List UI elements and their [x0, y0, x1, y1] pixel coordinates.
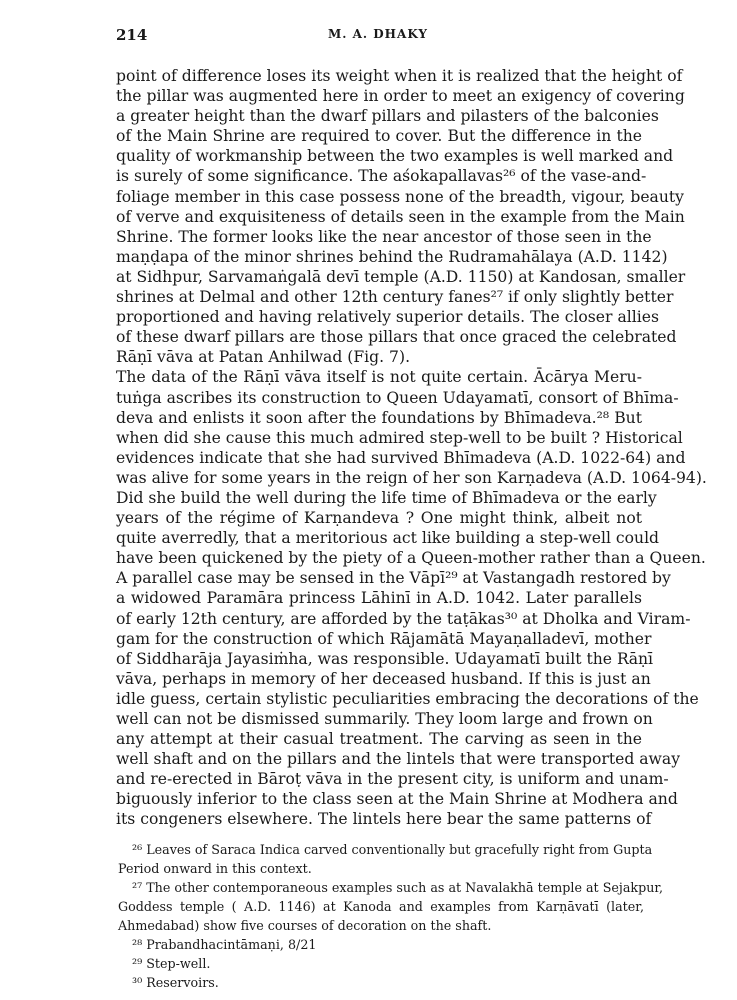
- body-line: well shaft and on the pillars and the lintels that were transported away: [116, 750, 681, 769]
- footnote-line: ²⁸ Prabandhacintāmaṇi, 8/21: [132, 937, 317, 952]
- running-head: M. A. DHAKY: [327, 27, 429, 41]
- body-line: of these dwarf pillars are those pillars that once graced the celebrated: [116, 328, 677, 347]
- body-line: years of the régime of Karṇandeva ? One might think, albeit not: [116, 509, 642, 528]
- body-line: A parallel case may be sensed in the Vāpī²⁹ at Vastangadh restored by: [116, 569, 671, 588]
- body-line: was alive for some years in the reign of her son Karṇadeva (A.D. 1064-94).: [116, 468, 707, 487]
- page-number: 214: [116, 26, 148, 44]
- body-line: point of difference loses its weight when it is realized that the height of: [116, 67, 683, 85]
- body-line: foliage member in this case possess none of the breadth, vigour, beauty: [116, 187, 684, 206]
- body-text: [116, 66, 707, 830]
- body-line: any attempt at their casual treatment. The carving as seen in the: [116, 730, 642, 749]
- footnote-line: ²⁹ Step-well.: [132, 956, 211, 971]
- body-line: Did she build the well during the life time of Bhīmadeva or the early: [116, 488, 657, 507]
- body-line: of the Main Shrine are required to cover. But the difference in the: [116, 127, 642, 146]
- footnotes: [118, 840, 664, 992]
- body-line: deva and enlists it soon after the foundations by Bhīmadeva.²⁸ But: [116, 408, 642, 427]
- body-line: its congeners elsewhere. The lintels here bear the same patterns of: [116, 810, 652, 829]
- body-line: maṇḍapa of the minor shrines behind the Rudramahālaya (A.D. 1142): [116, 247, 668, 266]
- body-line: shrines at Delmal and other 12th century fanes²⁷ if only slightly better: [116, 288, 674, 307]
- body-line: at Sidhpur, Sarvamaṅgalā devī temple (A.D. 1150) at Kandosan, smaller: [116, 267, 686, 286]
- body-line: and re-erected in Bāroṭ vāva in the present city, is uniform and unam-: [116, 770, 669, 789]
- body-line: of verve and exquisiteness of details seen in the example from the Main: [116, 207, 685, 226]
- body-line: vāva, perhaps in memory of her deceased husband. If this is just an: [116, 669, 651, 688]
- body-line: quality of workmanship between the two examples is well marked and: [116, 147, 674, 166]
- body-line: The data of the Rāṇī vāva itself is not quite certain. Ācārya Meru-: [116, 368, 642, 387]
- body-line: of early 12th century, are afforded by the taṭākas³⁰ at Dholka and Viram-: [116, 609, 691, 628]
- page-header: [116, 26, 640, 46]
- body-line: a greater height than the dwarf pillars and pilasters of the balconies: [116, 107, 659, 126]
- body-line: the pillar was augmented here in order to meet an exigency of covering: [116, 87, 685, 106]
- footnote-line: ³⁰ Reservoirs.: [132, 975, 219, 990]
- body-line: evidences indicate that she had survived Bhīmadeva (A.D. 1022-64) and: [116, 448, 686, 467]
- body-line: biguously inferior to the class seen at the Main Shrine at Modhera and: [116, 790, 678, 809]
- body-line: quite averredly, that a meritorious act like building a step-well could: [116, 529, 660, 548]
- body-line: Shrine. The former looks like the near ancestor of those seen in the: [116, 227, 652, 246]
- body-line: is surely of some significance. The aśokapallavas²⁶ of the vase-and-: [116, 167, 647, 186]
- body-line: have been quickened by the piety of a Queen-mother rather than a Queen.: [116, 549, 706, 568]
- body-line: tuṅga ascribes its construction to Queen Udayamatī, consort of Bhīma-: [116, 388, 679, 407]
- body-line: proportioned and having relatively superior details. The closer allies: [116, 308, 659, 327]
- body-line: of Siddharāja Jayasiṁha, was responsible. Udayamatī built the Rāṇī: [116, 649, 654, 668]
- body-line: when did she cause this much admired step-well to be built ? Historical: [116, 428, 683, 447]
- body-line: a widowed Paramāra princess Lāhinī in A.D. 1042. Later parallels: [116, 589, 642, 608]
- footnote-line: ²⁶ Leaves of Saraca Indica carved conventionally but gracefully right from Gupta: [132, 842, 653, 857]
- body-line: gam for the construction of which Rājamātā Mayaṇalladevī, mother: [116, 629, 652, 648]
- body-line: well can not be dismissed summarily. They loom large and frown on: [116, 710, 653, 728]
- body-line: idle guess, certain stylistic peculiarities embracing the decorations of the: [116, 689, 699, 708]
- footnote-line: Goddess temple ( A.D. 1146) at Kanoda and examples from Karṇāvatī (later,: [118, 899, 644, 914]
- footnote-line: ²⁷ The other contemporaneous examples such as at Navalakhā temple at Sejakpur,: [132, 880, 664, 895]
- footnote-line: Period onward in this context.: [118, 861, 312, 876]
- body-line: Rāṇī vāva at Patan Anhilwad (Fig. 7).: [116, 348, 411, 367]
- footnote-line: Ahmedabad) show five courses of decoration on the shaft.: [118, 918, 492, 933]
